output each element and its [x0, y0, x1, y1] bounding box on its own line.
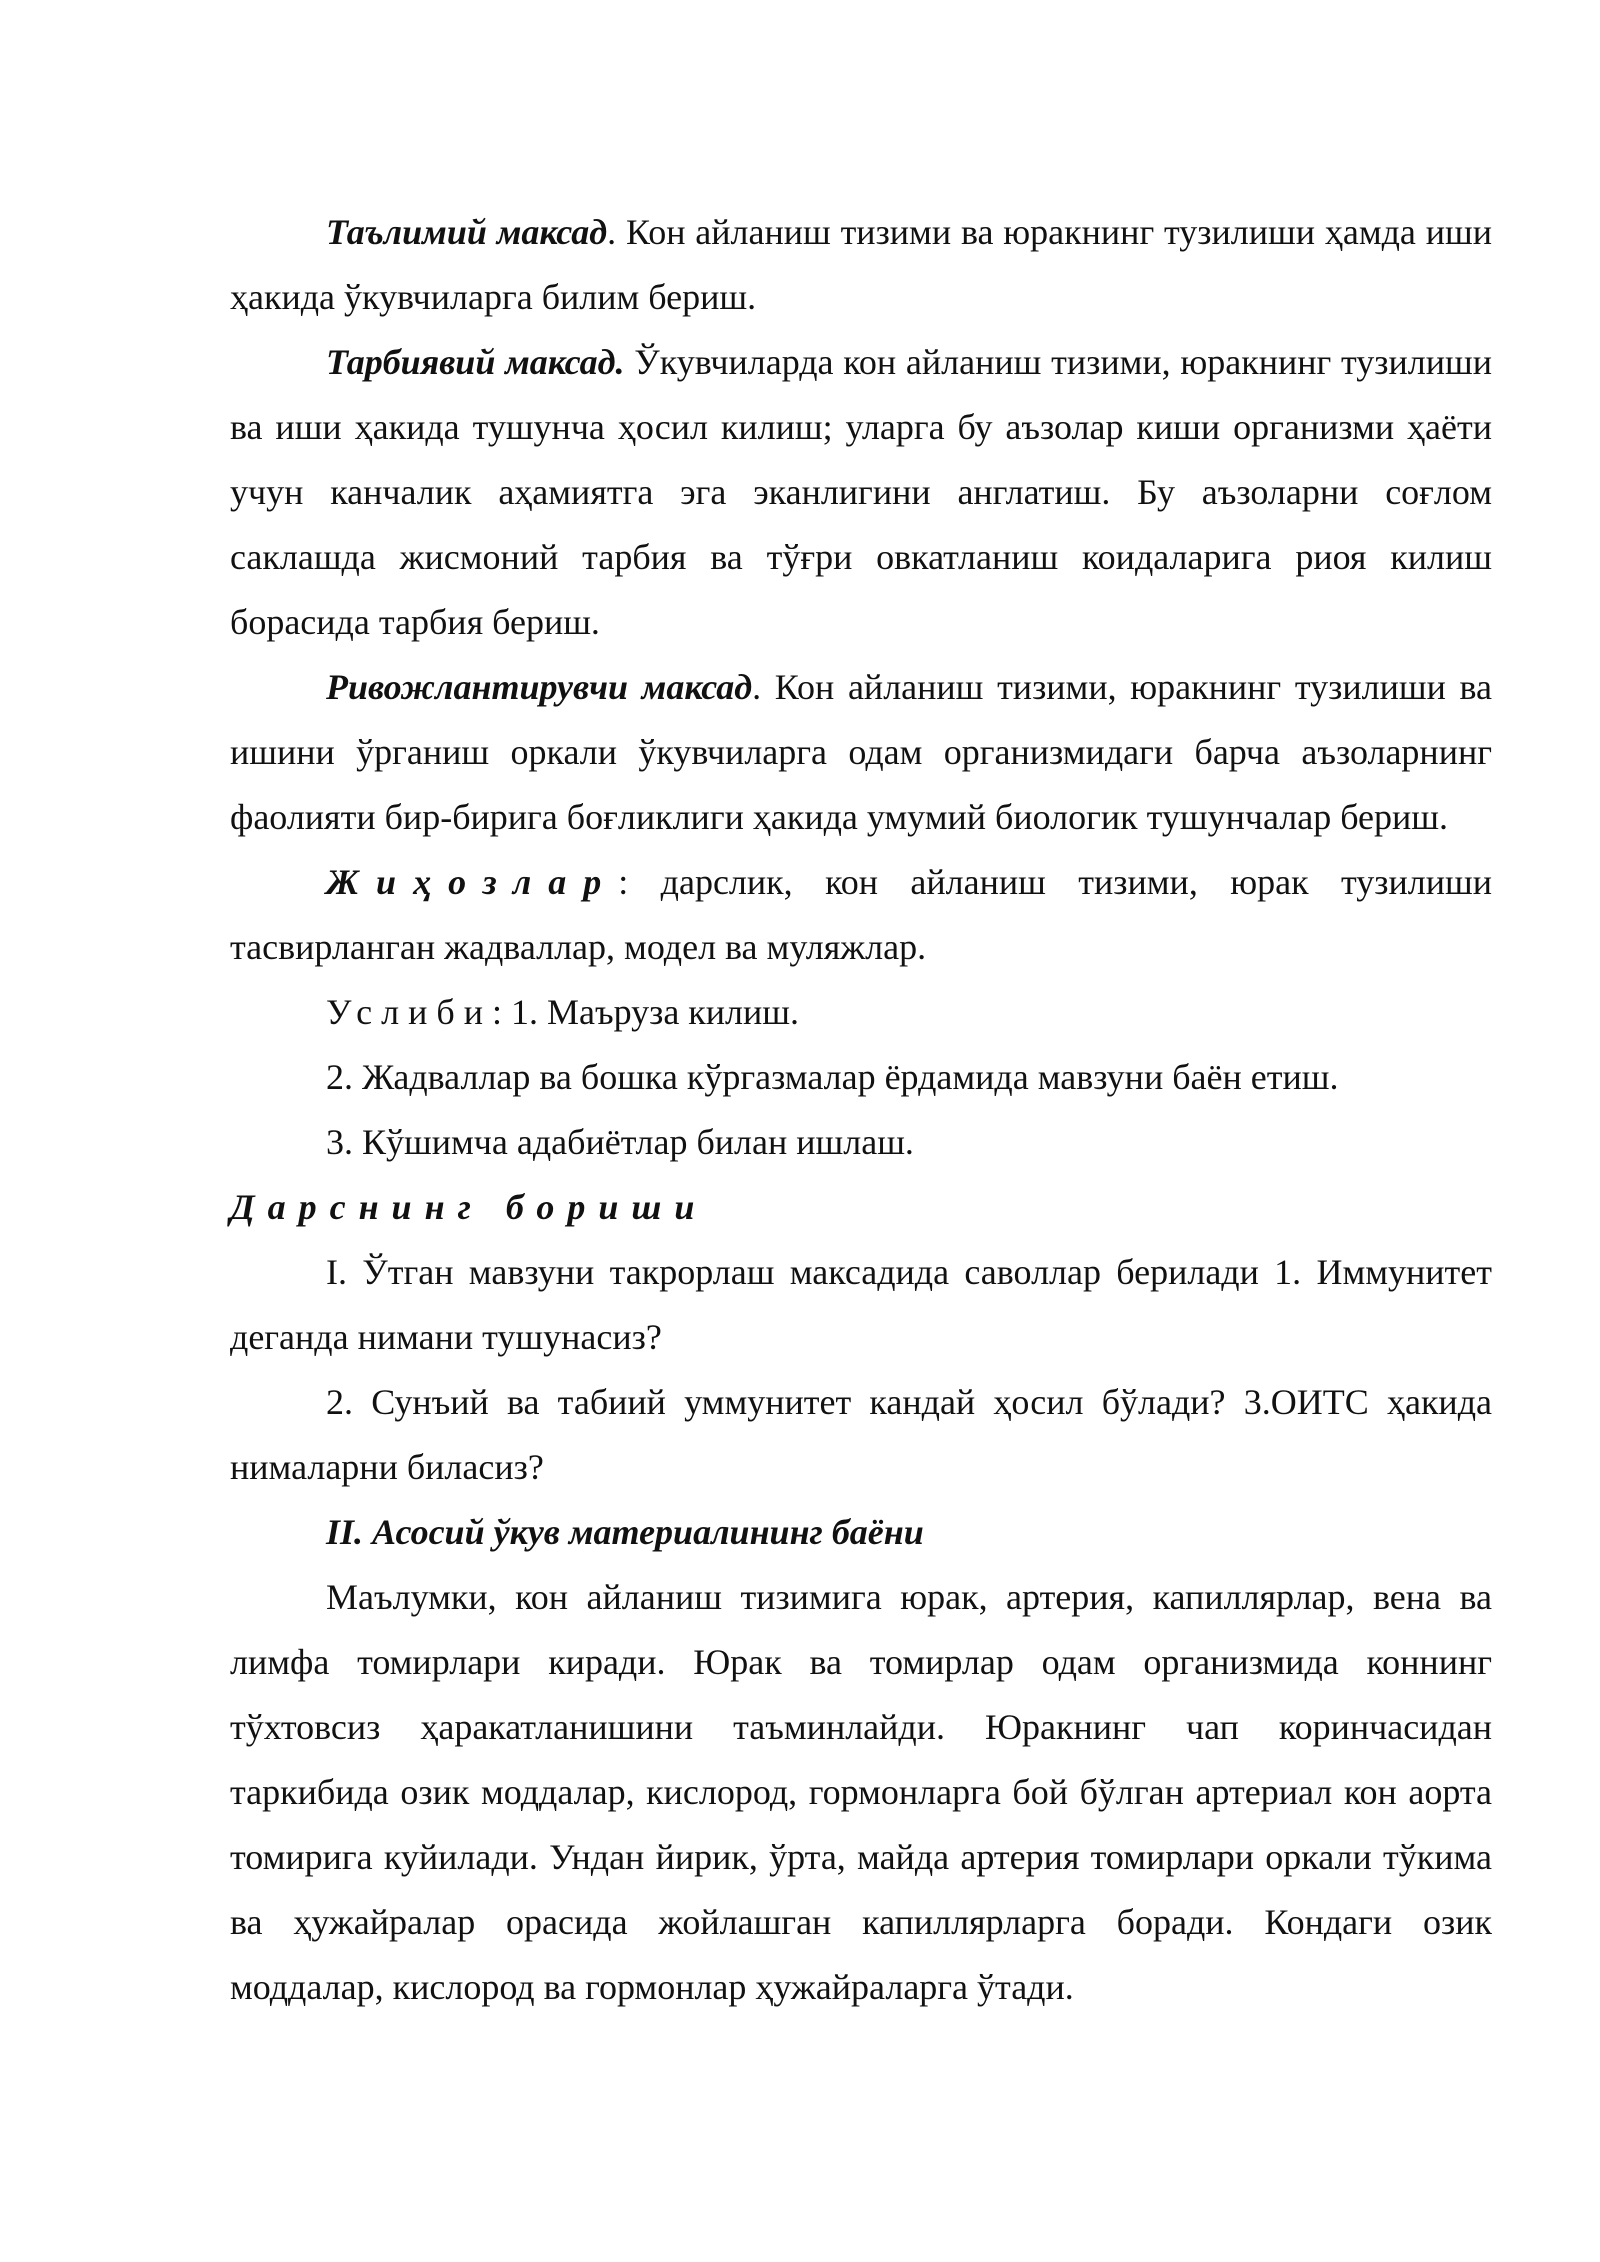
developmental-goal-text: . Кон айланиш тизими, юракнинг тузилиши ва ишини ўрганиш оркали ўкувчиларга одам организмидаги барча аъзоларнинг фаолияти бир-бирига боғликлиги ҳакида умумий биологик тушунчалар бериш.	[230, 667, 1493, 837]
equipment-label: Жиҳозлар	[326, 862, 619, 902]
lesson-progress-heading: Дарснинг бориши	[230, 1187, 708, 1227]
review-questions-paragraph: I. Ўтган мавзуни такрорлаш максадида саволлар берилади 1. Иммунитет деганда нимани тушунасиз?	[230, 1252, 1492, 1357]
educational-goal-label: Таълимий максад	[326, 212, 608, 252]
educational-goal-text: . Кон айланиш тизими ва юракнинг тузилиши ҳамда иши ҳакида ўкувчиларга билим бериш.	[230, 212, 1492, 317]
methods-label: Услиби	[326, 992, 492, 1032]
equipment-text: : дарслик, кон айланиш тизими, юрак тузилиши тасвирланган жадваллар, модел ва муляжлар.	[230, 862, 1492, 967]
methods-item-3: 3. Кўшимча адабиётлар билан ишлаш.	[326, 1122, 914, 1162]
upbringing-goal-paragraph	[230, 330, 1492, 655]
circulatory-system-paragraph: Маълумки, кон айланиш тизимига юрак, артерия, капиллярлар, вена ва лимфа томирлари киради. Юрак ва томирлар одам организмида коннинг тўхтовсиз ҳаракатланишини таъминлайди. Юракнинг чап коринчасидан таркибида озик моддалар, кислород, гормонларга бой бўлган артериал кон аорта томирига куйилади. Ундан йирик, ўрта, майда артерия томирлари оркали тўкима ва ҳужайралар орасида жойлашган капиллярларга боради. Кондаги озик моддалар, кислород ва гормонлар ҳужайраларга ўтади.	[230, 1577, 1492, 2007]
methods-item-1: : 1. Маъруза килиш.	[491, 992, 800, 1032]
main-material-title: II. Асосий ўкув материалининг баёни	[326, 1512, 924, 1552]
educational-goal-paragraph	[230, 200, 1492, 330]
upbringing-goal-text: Ўкувчиларда кон айланиш тизими, юракнинг тузилиши ва иши ҳакида тушунча ҳосил килиш; уларга бу аъзолар киши организми ҳаёти учун канчалик аҳамиятга эга эканлигини англатиш. Бу аъзоларни соғлом саклашда жисмоний тарбия ва тўғри овкатланиш коидаларига риоя килиш борасида тарбия бериш.	[230, 342, 1493, 642]
upbringing-goal-label: Тарбиявий максад.	[326, 342, 625, 382]
methods-line	[230, 980, 1492, 1045]
equipment-paragraph	[230, 850, 1492, 980]
document-page	[230, 200, 1492, 2020]
methods-item-2: 2. Жадваллар ва бошка кўргазмалар ёрдамида мавзуни баён етиш.	[326, 1057, 1339, 1097]
developmental-goal-label: Ривожлантирувчи максад	[326, 667, 753, 707]
developmental-goal-paragraph	[230, 655, 1492, 850]
immunity-questions-paragraph: 2. Сунъий ва табиий уммунитет кандай ҳосил бўлади? 3.ОИТС ҳакида нималарни биласиз?	[230, 1382, 1492, 1487]
